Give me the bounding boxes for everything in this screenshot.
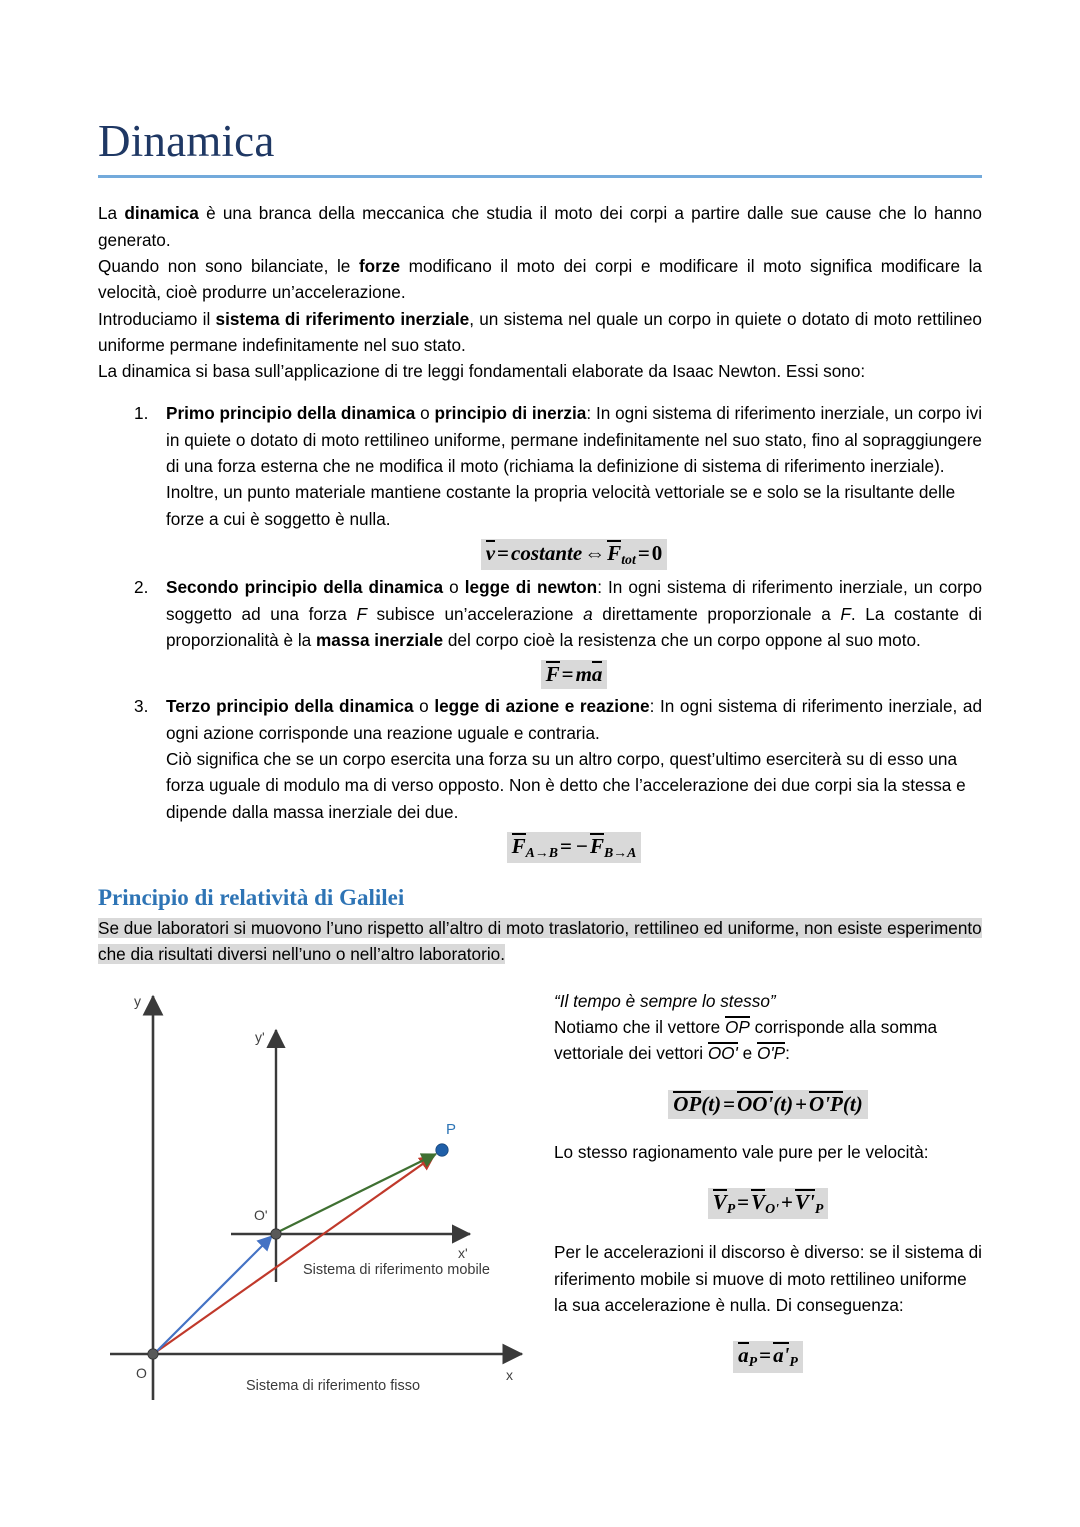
- formula-1-iff: ⇔: [584, 541, 606, 565]
- principle-1-rest: : In ogni sistema di riferimento inerziale, un corpo ivi in quiete o dotato di moto rettilineo uniforme, permane indefinitamente nel suo stato, fino al sopraggiungere di una forza esterna che ne modifica il moto (richiama la definizione di sistema di riferimento inerziale).: [166, 403, 983, 477]
- spacer-3: [554, 1165, 982, 1181]
- fp-eq: =: [723, 1091, 736, 1116]
- formula-2-eq: =: [561, 662, 574, 687]
- formula-inertia: [481, 539, 668, 570]
- vsp-b: corrisponde alla somma vettoriale dei vettori: [554, 1017, 938, 1064]
- acceleration-paragraph: Per le accelerazioni il discorso è diverso: se il sistema di riferimento mobile si muove di moto rettilineo uniforme la sua accelerazione è nulla. Di conseguenza:: [554, 1242, 982, 1316]
- vector-op: [156, 1156, 434, 1352]
- fv-v3: V': [795, 1190, 815, 1215]
- page-title: Dinamica: [98, 116, 275, 166]
- vsp-a: Notiamo che il vettore: [554, 1017, 725, 1038]
- axis-x-label: x: [506, 1366, 513, 1383]
- formula-velocity-sum: [708, 1188, 829, 1219]
- galilei-body: [98, 915, 982, 968]
- vector-o-prime-p: [278, 1154, 436, 1232]
- intro-p2-a: Quando non sono bilanciate, le: [98, 255, 359, 276]
- list-item: [98, 693, 982, 863]
- principle-1-bold-2: principio di inerzia: [434, 403, 587, 424]
- formula-row-3: [166, 832, 982, 863]
- fp-t3: (t): [842, 1091, 863, 1116]
- fv-plus: +: [781, 1190, 793, 1215]
- formula-action-reaction: [507, 832, 642, 863]
- principle-1-bold-1: Primo principio della dinamica: [166, 403, 416, 424]
- fp-plus: +: [795, 1091, 808, 1116]
- formula-3-eq: =: [560, 833, 572, 858]
- formula-row-velocity: [554, 1188, 982, 1219]
- fp-oo: OO': [737, 1091, 774, 1116]
- fp-t1: (t): [701, 1091, 722, 1116]
- fa-eq: =: [759, 1343, 772, 1368]
- caption-fixed-frame: Sistema di riferimento fisso: [246, 1377, 421, 1394]
- origin-mobile-label: O': [254, 1206, 268, 1223]
- lower-section: [98, 982, 982, 1402]
- explanation-column: [550, 982, 982, 1377]
- origin-mobile-dot: [271, 1229, 281, 1239]
- formula-3-F2: F: [589, 833, 604, 858]
- origin-fixed-dot: [148, 1349, 158, 1359]
- principle-3-mid: o: [413, 696, 435, 717]
- fp-opp: O'P: [809, 1091, 843, 1116]
- fv-v: V: [712, 1190, 727, 1215]
- vsp-vec-op: OP: [725, 1017, 750, 1038]
- principle-3-rest: : In ogni sistema di riferimento inerziale, ad ogni azione corrisponde una reazione uguale e contraria.: [166, 696, 983, 743]
- principle-2-rest-a: : In ogni sistema di riferimento inerziale, un corpo soggetto ad una forza: [166, 577, 983, 624]
- reference-frames-diagram: [98, 982, 538, 1402]
- formula-3-F1: F: [511, 833, 526, 858]
- principle-2-text: [166, 574, 982, 653]
- vsp-d: :: [785, 1043, 790, 1064]
- intro-p3-bold: sistema di riferimento inerziale: [215, 308, 470, 329]
- principle-1-mid: o: [415, 403, 435, 424]
- intro-p2-bold: forze: [358, 255, 401, 276]
- formula-acceleration-eq: [733, 1341, 803, 1372]
- formula-1-v: v: [485, 541, 496, 565]
- document-content: [98, 118, 982, 1402]
- formula-3-minus: −: [576, 833, 588, 858]
- intro-p1-bold: dinamica: [124, 203, 199, 224]
- formula-2-F: F: [545, 662, 560, 687]
- principle-2-rest-d: . La costante di proporzionalità è la: [166, 603, 983, 650]
- intro-paragraph-3: [98, 306, 982, 359]
- formula-1-eq2: =: [637, 541, 650, 565]
- fv-eq: =: [737, 1190, 750, 1215]
- principle-1-text: [166, 400, 982, 479]
- formula-newton: [541, 660, 608, 689]
- title-divider: [98, 175, 982, 178]
- vector-oo-prime: [156, 1236, 272, 1352]
- intro-paragraph-4: La dinamica si basa sull’applicazione di tre leggi fondamentali elaborate da Isaac Newton. Essi sono:: [98, 361, 866, 382]
- principle-3-extra: Ciò significa che se un corpo esercita una forza su un altro corpo, quest’ultimo eserciterà su di esso una forza uguale di modulo ma di verso opposto. Non è detto che l’accelerazione dei due corpi sia la stessa e dipende dalla massa inerziale dei due.: [166, 749, 966, 822]
- principle-3-bold-1: Terzo principio della dinamica: [166, 696, 414, 717]
- intro-paragraph-1: [98, 200, 982, 253]
- intro-p2-c: modificano il moto dei corpi e modificare il moto significa modificare la velocità, cioè produrre un’accelerazione.: [98, 255, 982, 303]
- principle-2-italic-F2: F: [840, 603, 851, 624]
- fv-sub-p2: P: [814, 1201, 824, 1217]
- spacer-2: [554, 1123, 982, 1139]
- formula-row-position: [554, 1090, 982, 1119]
- vector-sum-paragraph: [554, 1014, 982, 1067]
- formula-3-sub1: A→B: [525, 844, 559, 860]
- fa-sub-p: P: [748, 1354, 758, 1370]
- formula-1-eq: =: [497, 541, 509, 565]
- formula-1-F: F: [607, 541, 622, 565]
- vsp-vec-oo: OO': [707, 1043, 738, 1064]
- point-p-dot: [436, 1144, 448, 1156]
- formula-2-m: m: [575, 662, 592, 687]
- fa-a2: a': [773, 1343, 790, 1368]
- formula-row-acceleration: [554, 1341, 982, 1372]
- fa-sub-p2: P: [789, 1354, 798, 1370]
- spacer-5: [554, 1318, 982, 1334]
- vsp-c: e: [737, 1043, 757, 1064]
- intro-p1-a: La: [98, 203, 125, 224]
- formula-2-a: a: [591, 662, 603, 687]
- axis-x-prime-label: x': [458, 1244, 468, 1261]
- spacer-1: [554, 1067, 982, 1083]
- section-heading-galilei: Principio di relatività di Galilei: [98, 885, 405, 911]
- principle-3-text: [166, 693, 982, 746]
- fv-sub-o: O': [765, 1201, 780, 1217]
- intro-p1-c: è una branca della meccanica che studia il moto dei corpi a partire dalle sue cause che lo hanno generato.: [98, 203, 982, 250]
- formula-3-sub2: B→A: [603, 844, 637, 860]
- intro-p3-c: , un sistema nel quale un corpo in quiete o dotato di moto rettilineo uniforme permane indefinitamente nel suo stato.: [98, 308, 982, 355]
- quote-time: “Il tempo è sempre lo stesso”: [554, 990, 776, 1011]
- fp-t2: (t): [773, 1091, 794, 1116]
- intro-paragraph-2: [98, 253, 982, 306]
- formula-1-zero: 0: [651, 541, 663, 565]
- principle-2-italic-a: a: [583, 603, 593, 624]
- formula-1-F-sub: tot: [621, 551, 636, 567]
- caption-mobile-frame: Sistema di riferimento mobile: [303, 1261, 490, 1278]
- galilei-body-highlight: Se due laboratori si muovono l’uno rispetto all’altro di moto traslatorio, rettilineo ed uniforme, non esiste esperimento che dia risultati diversi nell’uno o nell’altro laboratorio.: [98, 918, 982, 965]
- fv-v2: V: [751, 1190, 766, 1215]
- formula-position-sum: [668, 1090, 867, 1119]
- principle-3-bold-2: legge di azione e reazione: [434, 696, 650, 717]
- formula-row-2: [166, 660, 982, 689]
- diagram-column: [98, 982, 550, 1402]
- principle-2-bold-2: legge di newton: [464, 577, 598, 598]
- intro-p3-a: Introduciamo il: [98, 308, 216, 329]
- principle-2-rest-c: direttamente proporzionale a: [592, 603, 841, 624]
- list-item: [98, 574, 982, 689]
- list-item: [98, 400, 982, 570]
- intro-section: [98, 200, 982, 384]
- spacer-4: [554, 1223, 982, 1239]
- fa-a: a: [738, 1343, 749, 1368]
- principle-2-italic-F1: F: [356, 603, 367, 624]
- principles-list: [98, 400, 982, 863]
- axis-y-prime-label: y': [255, 1028, 265, 1045]
- fp-op: OP: [673, 1091, 702, 1116]
- principle-2-bold-3: massa inerziale: [316, 629, 444, 650]
- principle-2-mid: o: [443, 577, 465, 598]
- formula-1-costante: costante: [511, 541, 583, 565]
- principle-2-bold-1: Secondo principio della dinamica: [166, 577, 444, 598]
- formula-row-1: [166, 539, 982, 570]
- principle-2-rest-e: del corpo cioè la resistenza che un corpo oppone al suo moto.: [443, 629, 921, 650]
- fv-sub-p: P: [726, 1201, 736, 1217]
- principle-2-rest-b: subisce un’accelerazione: [366, 603, 584, 624]
- principle-1-extra: Inoltre, un punto materiale mantiene costante la propria velocità vettoriale se e solo se la risultante delle forze a cui è soggetto è nulla.: [166, 482, 956, 529]
- velocity-paragraph: Lo stesso ragionamento vale pure per le velocità:: [554, 1141, 929, 1162]
- origin-fixed-label: O: [136, 1364, 147, 1381]
- axis-y-label: y: [134, 992, 141, 1009]
- point-p-label: P: [446, 1120, 457, 1138]
- vsp-vec-op2: O'P: [756, 1043, 786, 1064]
